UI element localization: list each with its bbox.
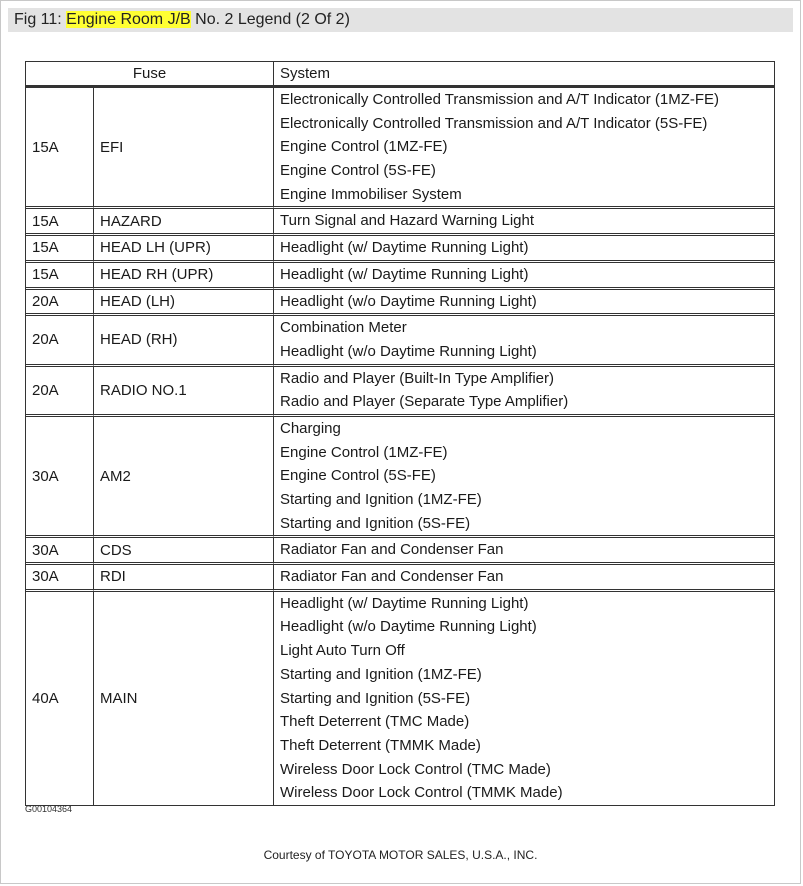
fuse-amperage: 15A (26, 236, 94, 263)
system-item: Charging (280, 419, 341, 437)
fuse-systems (274, 417, 774, 538)
fuse-table-body (26, 88, 774, 805)
system-item: Theft Deterrent (TMMK Made) (280, 736, 481, 754)
system-item: Headlight (w/o Daytime Running Light) (280, 342, 537, 360)
table-row (26, 236, 774, 263)
courtesy-text: Courtesy of TOYOTA MOTOR SALES, U.S.A., INC. (263, 848, 538, 862)
system-item: Headlight (w/o Daytime Running Light) (280, 618, 537, 636)
table-row (26, 367, 774, 417)
system-item: Combination Meter (280, 319, 407, 337)
fuse-name: HAZARD (94, 209, 274, 236)
fuse-systems (274, 316, 774, 366)
system-item: Radio and Player (Built-In Type Amplifier) (280, 369, 555, 387)
system-item: Headlight (w/ Daytime Running Light) (280, 265, 529, 283)
table-row (26, 316, 774, 366)
fuse-amperage: 40A (26, 592, 94, 805)
fuse-amperage: 30A (26, 538, 94, 565)
table-row (26, 290, 774, 317)
system-item: Electronically Controlled Transmission and A/T Indicator (5S-FE) (280, 114, 708, 132)
system-item: Engine Control (5S-FE) (280, 162, 436, 180)
system-item: Starting and Ignition (5S-FE) (280, 514, 471, 532)
fuse-systems (274, 209, 774, 236)
system-item: Electronically Controlled Transmission and A/T Indicator (1MZ-FE) (280, 91, 720, 108)
fuse-amperage: 15A (26, 88, 94, 209)
fuse-systems (274, 367, 774, 417)
system-item: Radio and Player (Separate Type Amplifier) (280, 393, 569, 411)
fuse-amperage: 15A (26, 263, 94, 290)
system-item: Wireless Door Lock Control (TMC Made) (280, 760, 551, 778)
table-row (26, 565, 774, 592)
fuse-name: RDI (94, 565, 274, 592)
fuse-systems (274, 592, 774, 805)
system-item: Wireless Door Lock Control (TMMK Made) (280, 784, 563, 802)
system-item: Headlight (w/ Daytime Running Light) (280, 239, 529, 257)
fuse-amperage: 20A (26, 316, 94, 366)
fuse-name: HEAD (RH) (94, 316, 274, 366)
system-item: Engine Immobiliser System (280, 185, 462, 203)
system-item: Theft Deterrent (TMC Made) (280, 713, 470, 731)
fuse-amperage: 30A (26, 565, 94, 592)
system-item: Starting and Ignition (5S-FE) (280, 689, 471, 707)
table-row (26, 592, 774, 805)
fuse-systems (274, 88, 774, 209)
table-row (26, 88, 774, 209)
fuse-systems (274, 565, 774, 592)
figure-title-rest: No. 2 Legend (2 Of 2) (190, 11, 350, 28)
system-item: Headlight (w/ Daytime Running Light) (280, 594, 529, 612)
fuse-name: EFI (94, 88, 274, 209)
system-item: Headlight (w/o Daytime Running Light) (280, 292, 537, 310)
fuse-legend-table (25, 61, 775, 806)
figure-code: G00104364 (25, 804, 73, 814)
fuse-name: MAIN (94, 592, 274, 805)
fuse-name: HEAD (LH) (94, 290, 274, 317)
fuse-amperage: 20A (26, 367, 94, 417)
fuse-name: HEAD LH (UPR) (94, 236, 274, 263)
system-item: Engine Control (1MZ-FE) (280, 138, 448, 156)
figure-title (8, 8, 793, 32)
system-item: Turn Signal and Hazard Warning Light (280, 212, 535, 230)
system-item: Radiator Fan and Condenser Fan (280, 541, 504, 559)
fuse-systems (274, 263, 774, 290)
fuse-systems (274, 236, 774, 263)
fuse-name: AM2 (94, 417, 274, 538)
system-item: Light Auto Turn Off (280, 642, 405, 660)
system-item: Starting and Ignition (1MZ-FE) (280, 491, 482, 508)
table-row (26, 538, 774, 565)
system-item: Radiator Fan and Condenser Fan (280, 568, 504, 586)
figure-highlight: Engine Room J/B (66, 11, 191, 28)
system-item: Engine Control (5S-FE) (280, 467, 436, 485)
fuse-systems (274, 290, 774, 317)
header-system: System (274, 62, 774, 88)
system-item: Engine Control (1MZ-FE) (280, 443, 448, 461)
table-row (26, 417, 774, 538)
fuse-name: HEAD RH (UPR) (94, 263, 274, 290)
fuse-name: CDS (94, 538, 274, 565)
header-fuse: Fuse (26, 62, 274, 88)
fuse-amperage: 20A (26, 290, 94, 317)
table-header-row (26, 62, 774, 88)
fuse-name: RADIO NO.1 (94, 367, 274, 417)
table-row (26, 209, 774, 236)
figure-label: Fig 11: (14, 11, 67, 28)
fuse-amperage: 15A (26, 209, 94, 236)
fuse-amperage: 30A (26, 417, 94, 538)
fuse-systems (274, 538, 774, 565)
system-item: Starting and Ignition (1MZ-FE) (280, 665, 482, 683)
table-row (26, 263, 774, 290)
